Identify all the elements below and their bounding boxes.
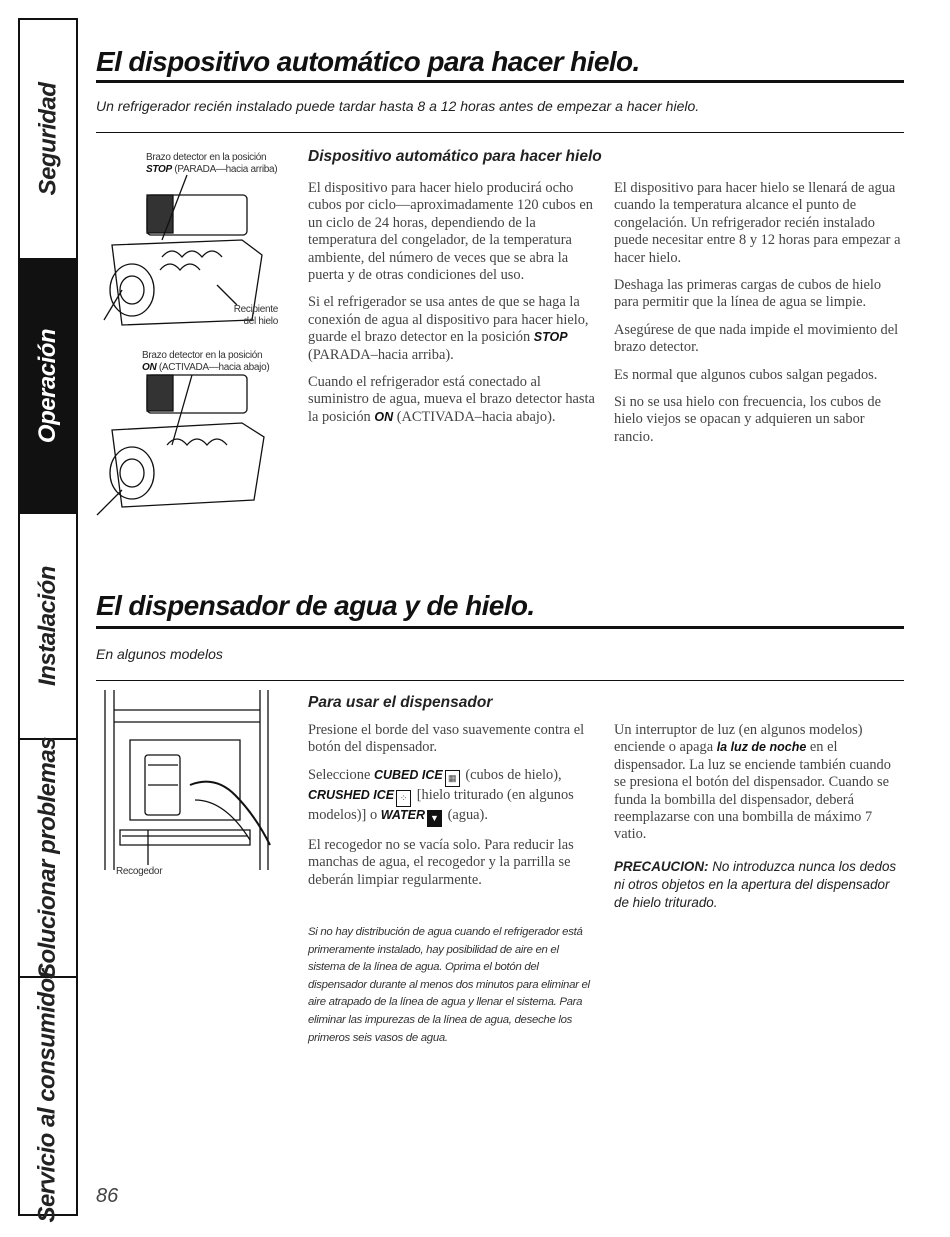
fig-caption-bin: Recipiente del hielo <box>233 304 278 327</box>
icemaker-column-2 <box>614 180 904 456</box>
text: (cubos de hielo), <box>465 766 562 783</box>
cubed-ice-icon: ▦ <box>445 770 460 787</box>
title-rule <box>96 626 904 629</box>
tab-label: Instalación <box>34 566 61 686</box>
section-intro: Un refrigerador recién instalado puede tardar hasta 8 a 12 horas antes de empezar a hacer hielo. <box>96 98 700 114</box>
paragraph <box>308 294 596 364</box>
page-number: 86 <box>96 1185 119 1207</box>
section-title-icemaker: El dispositivo automático para hacer hielo. <box>96 46 640 77</box>
dispenser-illustration <box>100 690 278 880</box>
icemaker-column-1 <box>308 180 596 436</box>
side-tab-bar <box>18 18 78 1223</box>
divider <box>96 132 904 133</box>
keyword-crushed-ice: CRUSHED ICE <box>308 787 395 802</box>
keyword-cubed-ice: CUBED ICE <box>373 767 443 782</box>
fig-caption-drip-tray: Recogedor <box>116 866 163 877</box>
keyword-on: ON <box>374 409 394 424</box>
caption-keyword: ON <box>142 362 157 373</box>
section-intro: En algunos modelos <box>96 646 223 662</box>
tab-seguridad[interactable] <box>20 20 76 260</box>
tab-label: Solucionar problemas <box>34 736 61 980</box>
caption-text: (ACTIVADA—hacia abajo) <box>158 362 270 373</box>
tab-solucionar-problemas[interactable] <box>20 736 76 980</box>
text: (agua). <box>447 806 488 823</box>
text: Si el refrigerador se usa antes de que se haga la conexión de agua al dispositivo para hacer hielo, guarde el brazo detector en la posición <box>308 294 589 346</box>
tab-instalacion[interactable] <box>20 514 76 740</box>
paragraph <box>308 767 596 827</box>
tab-operacion[interactable] <box>20 260 76 514</box>
paragraph: Si no se usa hielo con frecuencia, los cubos de hielo viejos se opacan y adquieren un sabor rancio. <box>614 394 881 445</box>
water-icon: ▼ <box>427 810 442 827</box>
paragraph: El recogedor no se vacía solo. Para reducir las manchas de agua, el recogedor y la parrilla se deberán limpiar regularmente. <box>308 836 574 888</box>
text: Cuando el refrigerador está conectado al suministro de agua, mueva el brazo detector hasta la posición <box>308 374 595 425</box>
keyword-stop: STOP <box>533 330 568 345</box>
fig-caption-on <box>142 350 292 374</box>
keyword-night-light: la luz de noche <box>716 740 807 755</box>
icemaker-illustration <box>92 145 292 525</box>
caption-keyword: STOP <box>146 164 172 175</box>
caption-text: (PARADA—hacia arriba) <box>174 164 278 175</box>
tab-label: Seguridad <box>34 82 62 196</box>
text: [hielo triturado (en algunos modelos)] o <box>308 786 574 823</box>
keyword-water: WATER <box>380 807 425 822</box>
dispenser-column-1 <box>308 722 596 899</box>
caption-text: Brazo detector en la posición <box>142 350 263 361</box>
caption-text: Brazo detector en la posición <box>146 152 267 163</box>
section-title-dispenser: El dispensador de agua y de hielo. <box>96 590 535 621</box>
paragraph: Es normal que algunos cubos salgan pegados. <box>614 366 878 383</box>
tab-servicio-al-consumidor[interactable] <box>20 969 76 1223</box>
paragraph: El dispositivo para hacer hielo producirá ocho cubos por ciclo—aproximadamente 120 cubos en un ciclo de 24 horas, dependiendo de la temperatura del congelador, de la temperatura ambiente, del número de veces que se abra la puerta y de otras condiciones del uso. <box>308 180 593 284</box>
paragraph: El dispositivo para hacer hielo se llenará de agua cuando la temperatura alcance el punto de congelación. Un refrigerador recién instalado puede necesitar entre 8 y 12 horas para empezar a hacer hielo. <box>614 180 901 266</box>
text: Seleccione <box>308 766 371 783</box>
caution-text: No introduzca nunca los dedos ni otros objetos en la apertura del dispensador de hielo triturado. <box>614 859 897 910</box>
crushed-ice-icon: ⁘ <box>396 790 411 807</box>
tab-label: Servicio al consumidor <box>34 969 61 1223</box>
dispenser-column-2 <box>614 722 904 854</box>
text: Un interruptor de luz (en algunos modelos) enciende o apaga <box>614 722 863 756</box>
text: (PARADA–hacia arriba). <box>308 346 454 363</box>
text: (ACTIVADA–hacia abajo). <box>396 408 556 425</box>
caution-label: PRECAUCION: <box>614 859 709 874</box>
paragraph: Deshaga las primeras cargas de cubos de hielo para permitir que la línea de agua se limpie. <box>614 277 882 311</box>
caution-note <box>614 858 904 912</box>
title-rule <box>96 80 904 83</box>
paragraph <box>308 374 596 426</box>
fig-caption-stop <box>146 152 296 176</box>
air-in-line-note: Si no hay distribución de agua cuando el refrigerador está primeramente instalado, hay posibilidad de aire en el sistema de la línea de agua. Oprima el botón del dispensador durante al menos dos minutos para eliminar el aire atrapado de la línea de agua y llenar el sistema. Para eliminar las impurezas de la línea de agua, deseche los primeros seis vasos de agua. <box>308 926 590 1044</box>
tab-label: Operación <box>34 328 62 444</box>
paragraph: Asegúrese de que nada impide el movimiento del brazo detector. <box>614 321 899 356</box>
divider <box>96 680 904 681</box>
paragraph: Presione el borde del vaso suavemente contra el botón del dispensador. <box>308 722 585 756</box>
paragraph <box>614 722 904 844</box>
text: en el dispensador. La luz se enciende también cuando se presiona el botón del dispensador. Cuando se funda la bombilla del dispensador, deberá reemplazarse con una bombilla de máximo 7 vatio. <box>614 739 891 843</box>
subtitle-icemaker: Dispositivo automático para hacer hielo <box>308 148 602 165</box>
subtitle-dispenser: Para usar el dispensador <box>308 694 493 711</box>
